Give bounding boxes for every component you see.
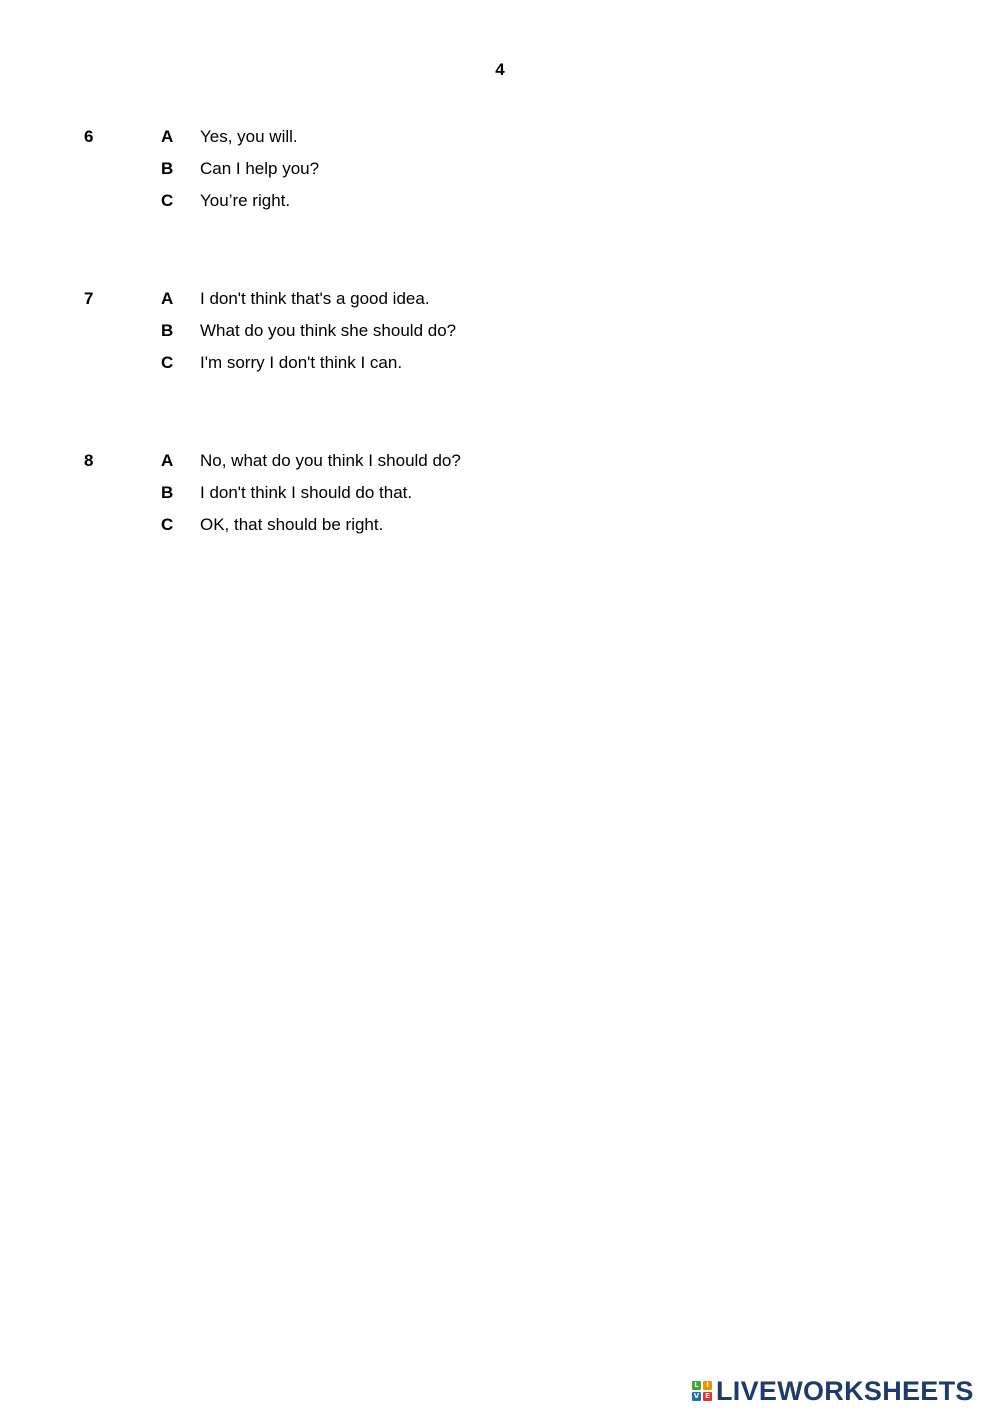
logo-text: LIVEWORKSHEETS — [716, 1375, 974, 1406]
option-text: You’re right. — [200, 191, 291, 210]
question-number: 8 — [84, 451, 94, 470]
option-letter: A — [161, 289, 174, 308]
question-number: 7 — [84, 289, 94, 308]
option-text: No, what do you think I should do? — [200, 451, 461, 470]
option-letter: B — [161, 483, 174, 502]
option-letter: B — [161, 159, 174, 178]
option-letter: A — [161, 127, 174, 146]
logo-mark-v: V — [693, 1392, 700, 1400]
logo-mark-e: E — [703, 1392, 712, 1401]
option-text: Yes, you will. — [200, 127, 298, 146]
option-letter: C — [161, 515, 174, 534]
option-text: OK, that should be right. — [200, 515, 384, 534]
option-text: What do you think she should do? — [200, 321, 457, 340]
option-text: Can I help you? — [200, 159, 320, 178]
logo-mark-icon — [692, 1381, 712, 1401]
question-number: 6 — [84, 127, 94, 146]
logo-mark-l: L — [692, 1381, 701, 1390]
page-number: 4 — [495, 60, 505, 79]
option-letter: A — [161, 451, 174, 470]
option-letter: B — [161, 321, 174, 340]
logo-mark-i: I — [703, 1381, 712, 1390]
liveworksheets-logo — [692, 1376, 974, 1406]
option-letter: C — [161, 353, 174, 372]
option-text: I don't think I should do that. — [200, 483, 413, 502]
option-text: I don't think that's a good idea. — [200, 289, 430, 308]
option-text: I'm sorry I don't think I can. — [200, 353, 403, 372]
option-letter: C — [161, 191, 174, 210]
